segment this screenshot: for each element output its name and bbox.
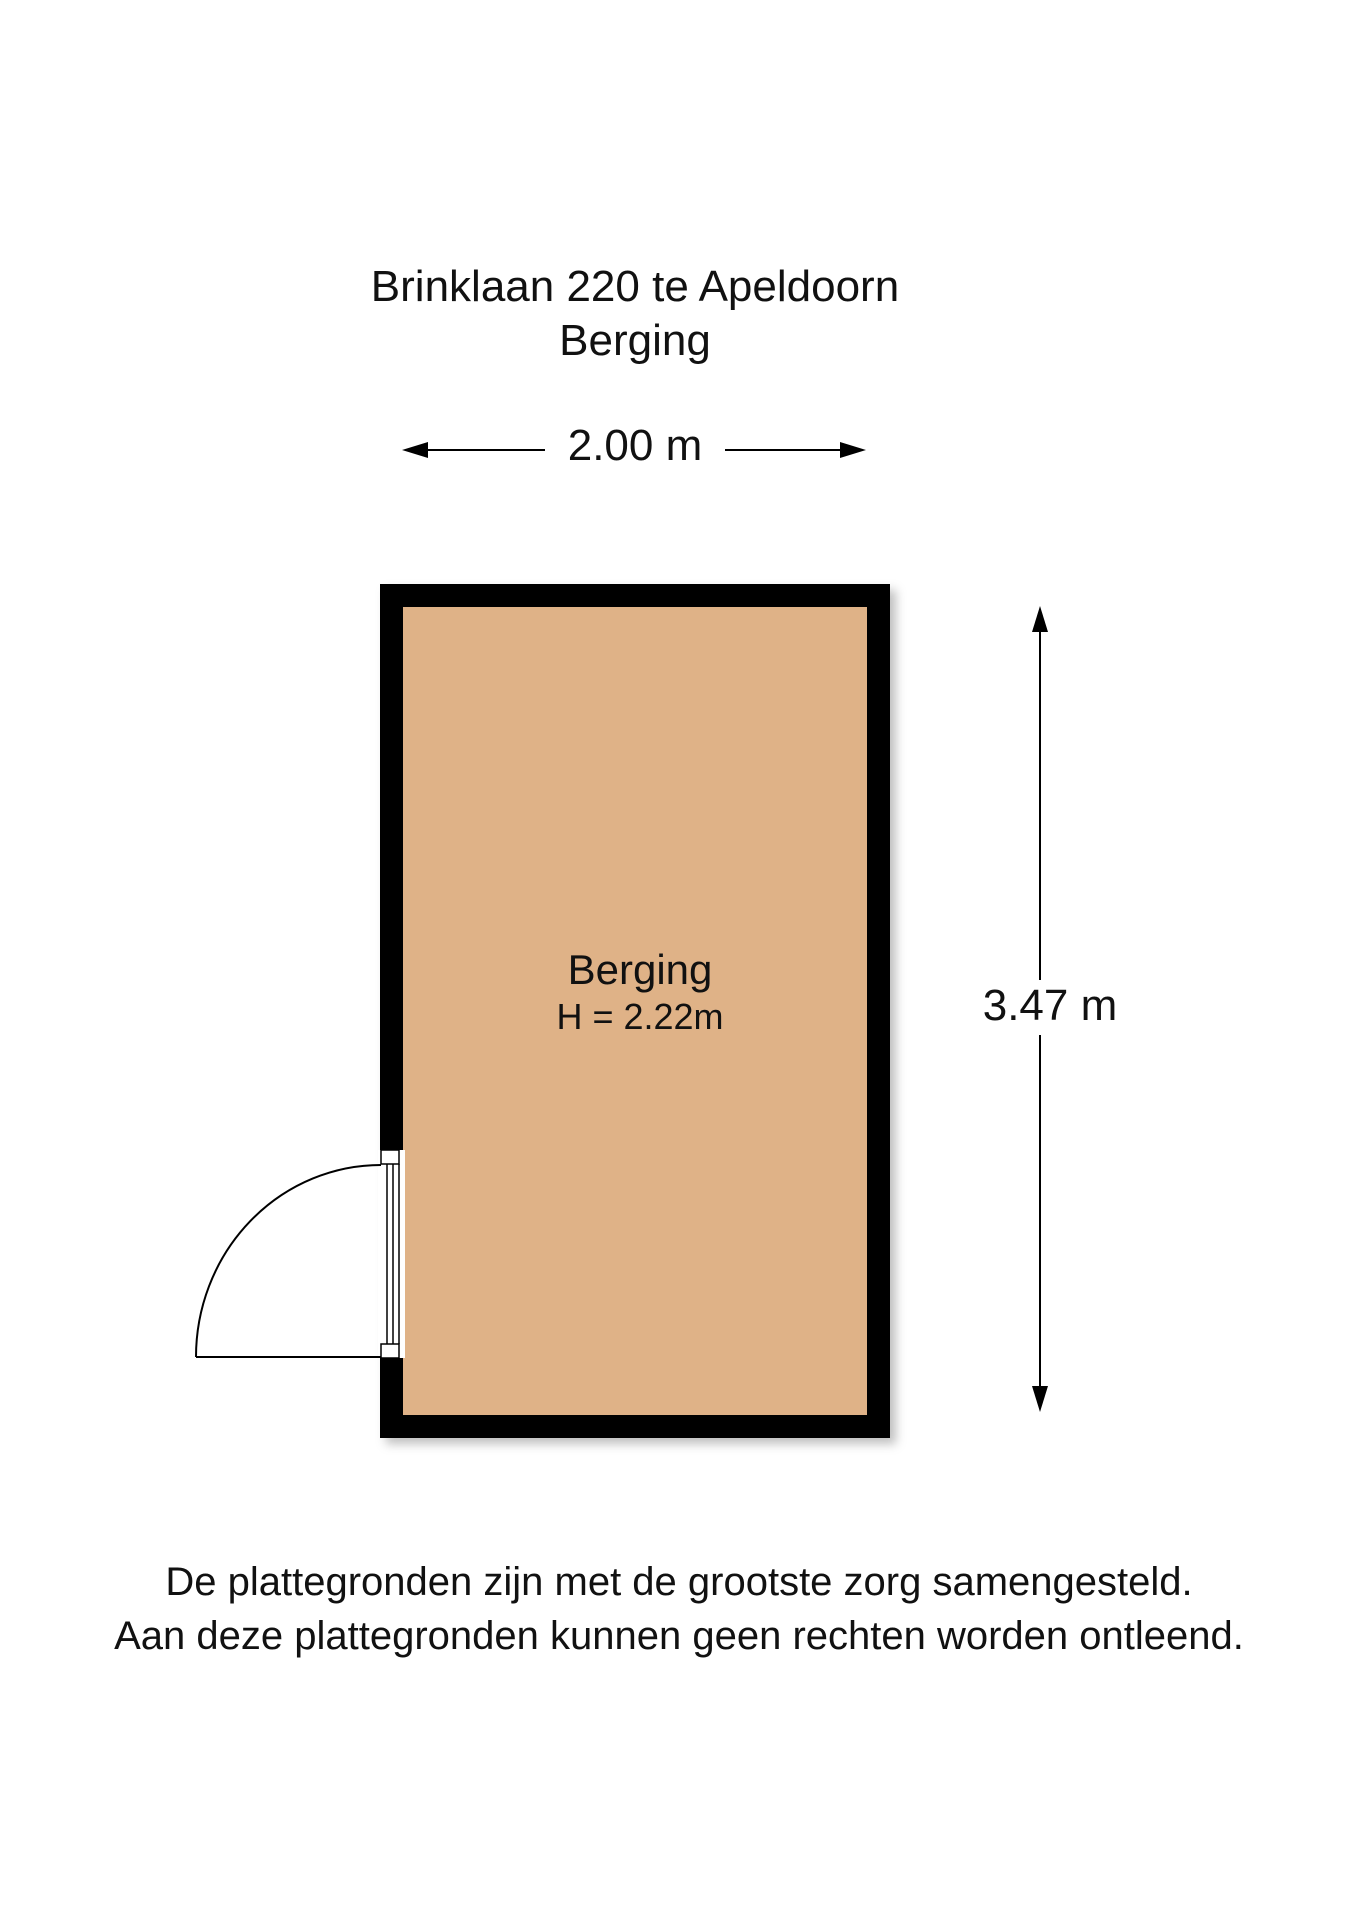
- disclaimer-line-1: De plattegronden zijn met de grootste zorg samengesteld.: [165, 1560, 1193, 1604]
- arrow-down-icon: [1032, 1386, 1048, 1412]
- arrow-up-icon: [1032, 606, 1048, 632]
- room-name: Berging: [567, 946, 713, 993]
- disclaimer: [0, 1555, 1358, 1663]
- floor-subtitle: Berging: [559, 316, 711, 365]
- width-dimension-label: 2.00 m: [545, 420, 725, 472]
- door: [196, 1150, 405, 1358]
- height-dimension-label: 3.47 m: [960, 980, 1140, 1032]
- address-title: Brinklaan 220 te Apeldoorn: [370, 262, 900, 311]
- disclaimer-line-2: Aan deze plattegronden kunnen geen rechten worden ontleend.: [114, 1614, 1244, 1658]
- room-ceiling-height: H = 2.22m: [556, 996, 724, 1037]
- plan-title: [300, 260, 970, 368]
- door-swing-arc: [196, 1165, 381, 1357]
- arrow-right-icon: [840, 442, 866, 458]
- room-label: [480, 945, 800, 1039]
- arrow-left-icon: [402, 442, 428, 458]
